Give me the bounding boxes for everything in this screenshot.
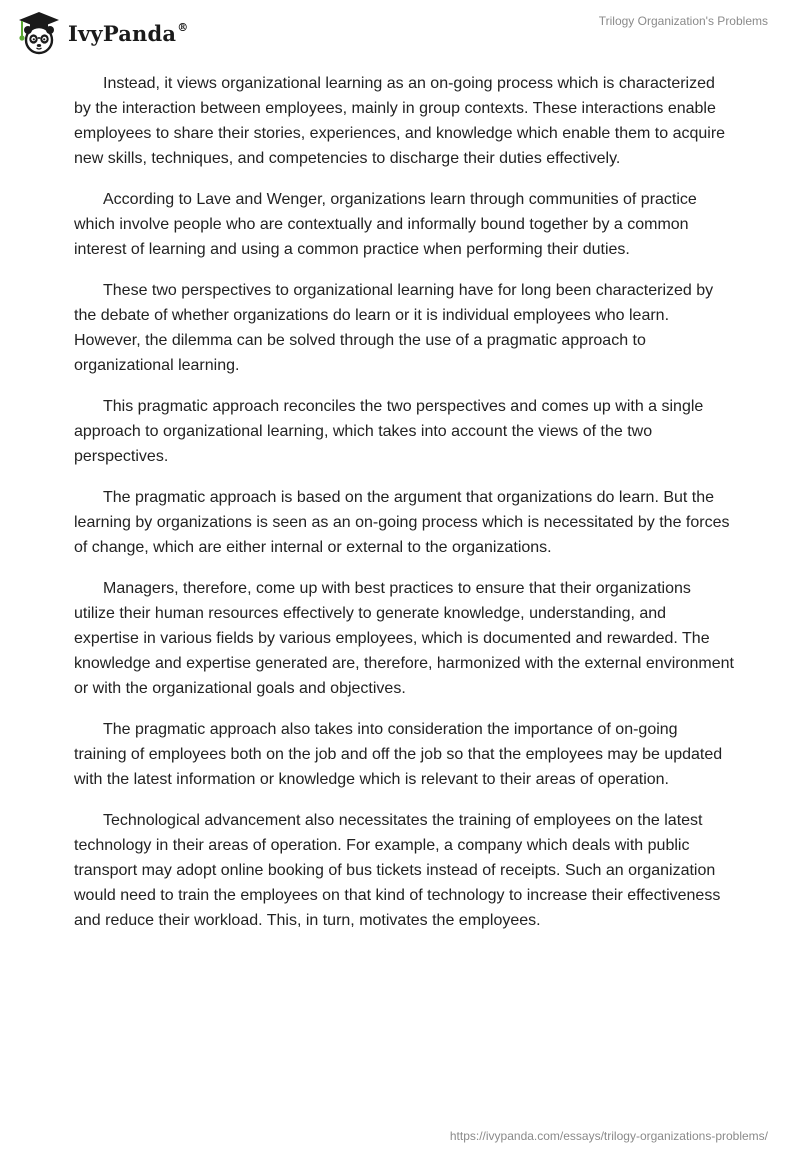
paragraph: These two perspectives to organizational learning have for long been characterized by the debate of whether organizations do learn or it is individual employees who learn. However, the dilemma can be solved through the use of a pragmatic approach to organizational learning. <box>74 282 714 374</box>
logo-text <box>68 21 188 46</box>
paragraph: This pragmatic approach reconciles the two perspectives and comes up with a single approach to organizational learning, which takes into account the views of the two perspectives. <box>74 398 704 465</box>
paragraph: Instead, it views organizational learning as an on-going process which is characterized by the interaction between employees, mainly in group contexts. These interactions enable employees to share their stories, experiences, and knowledge which enable them to acquire new skills, techniques, and competencies to discharge their duties effectively. <box>74 75 726 167</box>
paragraph: According to Lave and Wenger, organizations learn through communities of practice which involve people who are contextually and informally bound together by a common interest of learning and using a common practice when performing their duties. <box>74 191 697 258</box>
document-title: Trilogy Organization's Problems <box>598 14 768 28</box>
ivypanda-logo[interactable] <box>16 8 188 56</box>
page-header <box>0 0 800 60</box>
paragraph: The pragmatic approach also takes into consideration the importance of on-going training of employees both on the job and off the job so that the employees may be updated with the latest information or knowledge which is relevant to their areas of operation. <box>74 721 723 788</box>
registered-mark: ® <box>177 20 189 34</box>
essay-body <box>74 71 734 949</box>
paragraph: Managers, therefore, come up with best practices to ensure that their organizations utilize their human resources effectively to generate knowledge, understanding, and expertise in various fields by various employees, which is documented and rewarded. The knowledge and expertise generated are, therefore, harmonized with the external environment or with the organizational goals and objectives. <box>74 580 734 697</box>
logo-wordmark: IvyPanda <box>68 20 177 46</box>
paragraph: Technological advancement also necessitates the training of employees on the latest technology in their areas of operation. For example, a company which deals with public transport may adopt online booking of bus tickets instead of receipts. Such an organization would need to train the employees on that kind of technology to increase their effectiveness and reduce their workload. This, in turn, motivates the employees. <box>74 812 721 929</box>
panda-graduate-icon <box>16 9 62 55</box>
paragraph: The pragmatic approach is based on the argument that organizations do learn. But the learning by organizations is seen as an on-going process which is necessitated by the forces of change, which are either internal or external to the organizations. <box>74 489 730 556</box>
source-url[interactable]: https://ivypanda.com/essays/trilogy-organizations-problems/ <box>449 1129 768 1143</box>
